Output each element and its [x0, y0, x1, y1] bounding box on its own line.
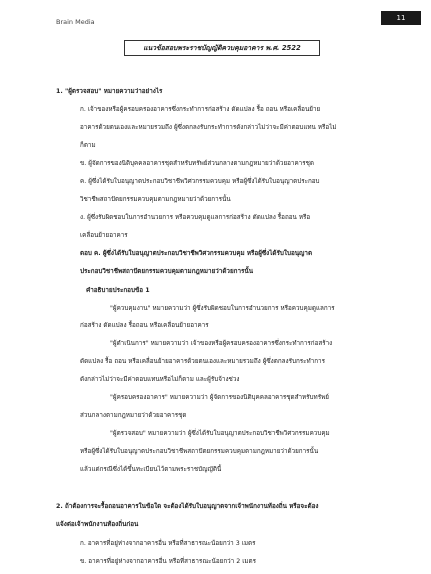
document-title: แนวข้อสอบพระราชบัญญัติควบคุมอาคาร พ.ศ. 2522 — [124, 40, 320, 56]
brand-name: Brain Media — [56, 18, 95, 26]
q1-choice-a-line-2: อาคารด้วยตนเองและหมายรวมถึง ผู้ซึ่งตกลงรับกระทำการดังกล่าวไม่ว่าจะมีค่าตอบแทน หรือไม่ — [80, 124, 337, 131]
q1-explanation-heading: คำอธิบายประกอบข้อ 1 — [86, 287, 150, 294]
q1-def-4-line-3: แล้วแต่กรณีซึ่งได้ขึ้นทะเบียนไว้ตามพระราชบัญญัตินี้ — [80, 466, 222, 473]
q1-def-2-line-2: ดัดแปลง รื้อ ถอน หรือเคลื่อนย้ายอาคารด้วยตนเองและหมายรวมถึง ผู้ซึ่งตกลงรับกระทำการ — [80, 358, 325, 365]
q1-def-4-line-2: หรือผู้ซึ่งได้รับใบอนุญาตประกอบวิชาชีพสถาปัตยกรรมควบคุมตามกฎหมายว่าด้วยการนั้น — [80, 448, 319, 455]
q1-choice-c-line-1: ค. ผู้ซึ่งได้รับใบอนุญาตประกอบวิชาชีพวิศวกรรมควบคุม หรือผู้ซึ่งได้รับใบอนุญาตประกอบ — [80, 178, 320, 185]
q1-choice-d-line-2: เคลื่อนย้ายอาคาร — [80, 232, 128, 239]
q1-answer-line-2: ประกอบวิชาชีพสถาปัตยกรรมควบคุมตามกฎหมายว่าด้วยการนั้น — [80, 268, 253, 275]
q1-def-2-line-3: ดังกล่าวไม่ว่าจะมีค่าตอบแทนหรือไม่ก็ตาม และผู้รับจ้างช่วง — [80, 376, 240, 383]
q1-def-3-line-2: ส่วนกลางตามกฎหมายว่าด้วยอาคารชุด — [80, 412, 187, 419]
page-number-badge: 11 — [381, 11, 421, 25]
question-2-heading-line-1: 2. ถ้าต้องการจะรื้อถอนอาคารในข้อใด จะต้องได้รับใบอนุญาตจากเจ้าพนักงานท้องถิ่น หรือจะต้อง — [56, 503, 319, 510]
q1-answer-line-1: ตอบ ค. ผู้ซึ่งได้รับใบอนุญาตประกอบวิชาชีพวิศวกรรมควบคุม หรือผู้ซึ่งได้รับใบอนุญาต — [80, 250, 313, 257]
question-1-heading: 1. "ผู้ตรวจสอบ" หมายความว่าอย่างไร — [56, 88, 163, 95]
q1-def-3-line-1: "ผู้ครอบครองอาคาร" หมายความว่า ผู้จัดการของนิติบุคคลอาคารชุดสำหรับทรัพย์ — [110, 394, 329, 401]
q1-choice-b: ข. ผู้จัดการของนิติบุคคลอาคารชุดสำหรับทรัพย์ส่วนกลางตามกฎหมายว่าด้วยอาคารชุด — [80, 160, 314, 167]
q1-def-4-line-1: "ผู้ตรวจสอบ" หมายความว่า ผู้ซึ่งได้รับใบอนุญาตประกอบวิชาชีพวิศวกรรมควบคุม — [110, 430, 330, 437]
q1-choice-a-line-1: ก. เจ้าของหรือผู้ครอบครองอาคารซึ่งกระทำการก่อสร้าง ดัดแปลง รื้อ ถอน หรือเคลื่อนย้าย — [80, 106, 321, 113]
q2-choice-a: ก. อาคารที่อยู่ห่างจากอาคารอื่น หรือที่สาธารณะน้อยกว่า 3 เมตร — [80, 540, 256, 547]
q1-def-2-line-1: "ผู้ดำเนินการ" หมายความว่า เจ้าของหรือผู้ครอบครองอาคารซึ่งกระทำการก่อสร้าง — [110, 340, 333, 347]
question-2-heading-line-2: แจ้งต่อเจ้าพนักงานท้องถิ่นก่อน — [56, 521, 139, 528]
q1-def-1-line-1: "ผู้ควบคุมงาน" หมายความว่า ผู้ซึ่งรับผิดชอบในการอำนวยการ หรือควบคุมดูแลการ — [110, 305, 335, 312]
q1-choice-c-line-2: วิชาชีพสถาปัตยกรรมควบคุมตามกฎหมายว่าด้วยการนั้น — [80, 196, 231, 203]
q2-choice-b: ข. อาคารที่อยู่ห่างจากอาคารอื่น หรือที่สาธารณะน้อยกว่า 2 เมตร — [80, 558, 256, 565]
q1-choice-d-line-1: ง. ผู้ซึ่งรับผิดชอบในการอำนวยการ หรือควบคุมดูแลการก่อสร้าง ดัดแปลง รื้อถอน หรือ — [80, 214, 311, 221]
q1-def-1-line-2: ก่อสร้าง ดัดแปลง รื้อถอน หรือเคลื่อนย้ายอาคาร — [80, 322, 209, 329]
q1-choice-a-line-3: ก็ตาม — [80, 142, 96, 149]
